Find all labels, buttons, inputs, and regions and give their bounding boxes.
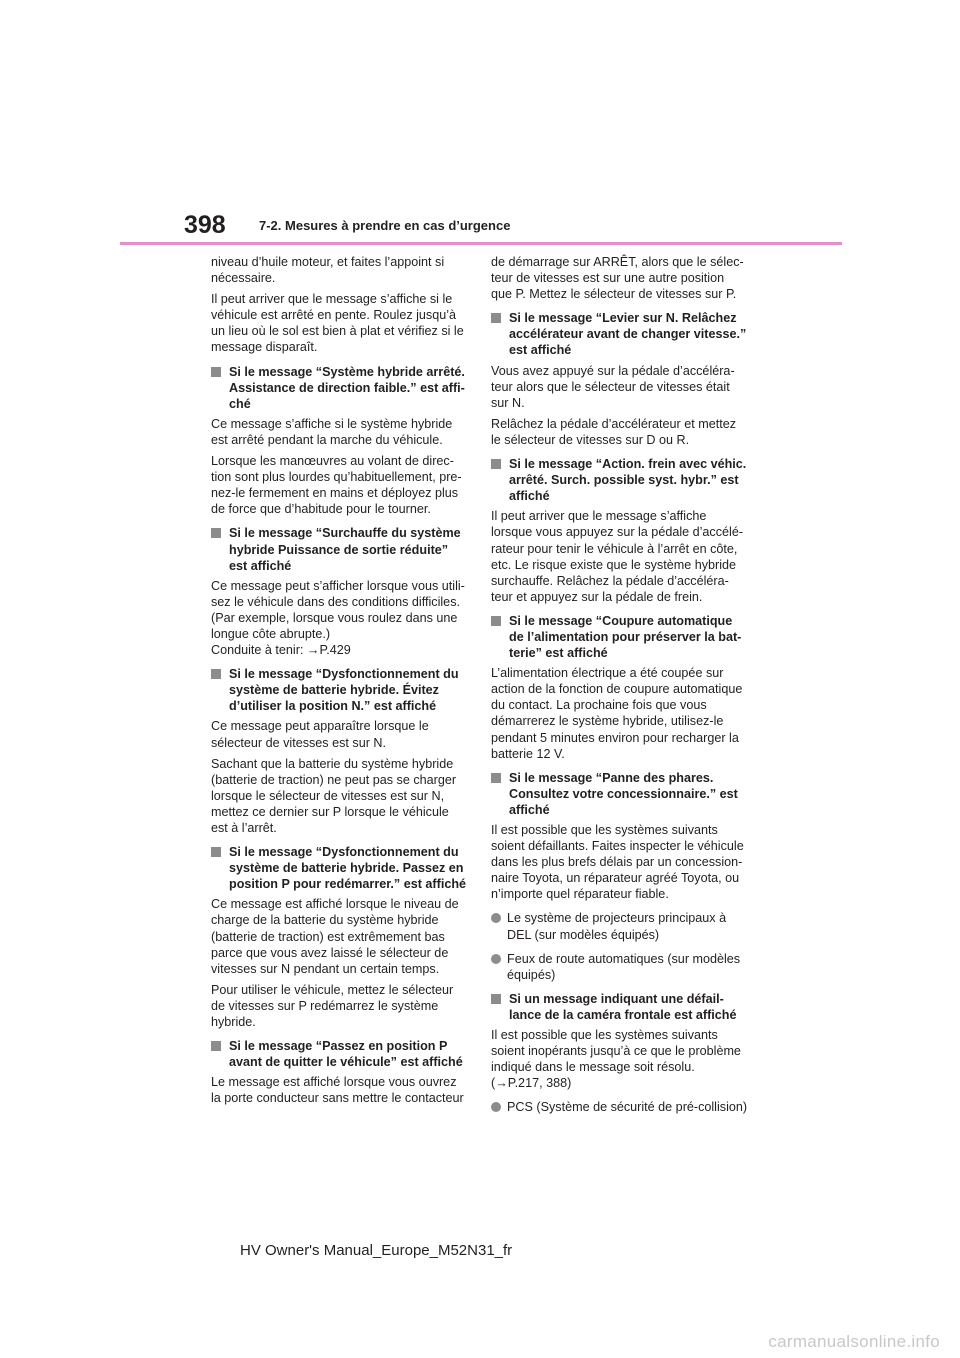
text-line: Consultez votre concessionnaire.” est: [509, 786, 738, 801]
text-line: parce que vous avez laissé le sélecteur de: [211, 945, 449, 960]
text-line: surchauffe. Relâchez la pédale d’accéléra-: [491, 573, 729, 588]
text-line: n’importe quel réparateur fiable.: [491, 887, 669, 902]
text-line: charge de la batterie du système hybride: [211, 913, 439, 928]
text-line: de démarrage sur ARRÊT, alors que le sélec-: [491, 255, 744, 269]
paragraph: [211, 453, 473, 517]
footer-manual-name: HV Owner's Manual_Europe_M52N31_fr: [240, 1242, 513, 1259]
text-line: pendant 5 minutes environ pour recharger la: [491, 730, 739, 745]
paragraph: [211, 982, 473, 1030]
text-line: système de batterie hybride. Évitez: [229, 683, 439, 698]
text-line: un lieu où le sol est bien à plat et vérifiez si le: [211, 324, 464, 339]
text-line: véhicule est arrêté en pente. Roulez jusqu’à: [211, 308, 457, 323]
text-line: (→P.217, 388): [491, 1076, 572, 1091]
square-bullet-icon: [491, 773, 501, 783]
text-line: de vitesses sur P redémarrez le système: [211, 998, 439, 1013]
text-line: DEL (sur modèles équipés): [507, 927, 660, 942]
text-line: Si le message “Surchauffe du système: [229, 526, 461, 541]
text-line: lance de la caméra frontale est affiché: [509, 1007, 737, 1022]
square-bullet-icon: [211, 669, 221, 679]
text-line: L’alimentation électrique a été coupée sur: [491, 666, 724, 681]
paragraph: [491, 416, 753, 448]
paragraph: [211, 291, 473, 355]
text-line: teur alors que le sélecteur de vitesses était: [491, 379, 730, 394]
paragraph: [211, 896, 473, 976]
square-bullet-icon: [211, 367, 221, 377]
text-line: affiché: [509, 489, 550, 504]
paragraph: [491, 254, 753, 302]
section-heading: [211, 666, 473, 714]
text-line: est arrêté pendant la marche du véhicule.: [211, 432, 443, 447]
text-line: Feux de route automatiques (sur modèles: [507, 951, 741, 966]
circle-bullet-icon: [491, 954, 501, 964]
paragraph: [211, 578, 473, 658]
section-heading: [211, 364, 473, 412]
text-line: arrêté. Surch. possible syst. hybr.” est: [509, 473, 739, 488]
text-line: est affiché: [229, 558, 292, 573]
text-line: Conduite à tenir: →P.429: [211, 643, 351, 658]
square-bullet-icon: [491, 994, 501, 1004]
text-line: soient défaillants. Faites inspecter le véhicule: [491, 839, 744, 854]
text-line: teur et appuyez sur la pédale de frein.: [491, 589, 703, 604]
text-line: Si le message “Panne des phares.: [509, 770, 714, 785]
text-line: vitesses sur N pendant un certain temps.: [211, 961, 440, 976]
text-line: hybride.: [211, 1015, 256, 1030]
text-line: accélérateur avant de changer vitesse.”: [509, 327, 747, 342]
section-heading: [211, 1038, 473, 1070]
section-heading: [491, 991, 753, 1023]
text-line: batterie 12 V.: [491, 746, 565, 761]
paragraph: [211, 718, 473, 750]
text-line: sélecteur de vitesses est sur N.: [211, 735, 386, 750]
text-line: Il peut arriver que le message s’affiche si le: [211, 292, 453, 307]
text-line: teur de vitesses est sur une autre position: [491, 271, 725, 286]
text-line: le sélecteur de vitesses sur D ou R.: [491, 432, 690, 447]
text-line: soient inopérants jusqu’à ce que le problème: [491, 1044, 741, 1059]
page-number: 398: [184, 211, 226, 239]
paragraph: [491, 822, 753, 902]
section-heading: [211, 844, 473, 892]
text-line: Il peut arriver que le message s’affiche: [491, 509, 707, 524]
text-line: etc. Le risque existe que le système hybride: [491, 557, 737, 572]
text-line: nez-le fermement en mains et déployez plus: [211, 486, 459, 501]
section-heading: [211, 525, 473, 573]
text-line: Le système de projecteurs principaux à: [507, 911, 727, 926]
square-bullet-icon: [211, 528, 221, 538]
text-line: Assistance de direction faible.” est affi-: [229, 380, 465, 395]
text-line: indiqué dans le message soit résolu.: [491, 1060, 695, 1075]
circle-bullet-icon: [491, 913, 501, 923]
square-bullet-icon: [491, 616, 501, 626]
text-line: Si le message “Dysfonctionnement du: [229, 667, 459, 682]
text-line: démarrerez le système hybride, utilisez-le: [491, 714, 724, 729]
text-line: (batterie de traction) ne peut pas se charger: [211, 772, 457, 787]
text-line: mettez ce dernier sur P lorsque le véhicule: [211, 804, 449, 819]
text-line: Si le message “Action. frein avec véhic.: [509, 457, 747, 472]
text-line: Si le message “Dysfonctionnement du: [229, 845, 459, 860]
text-line: (Par exemple, lorsque vous roulez dans une: [211, 610, 458, 625]
text-line: est à l’arrêt.: [211, 821, 277, 835]
text-line: tion sont plus lourdes qu’habituellement, pre-: [211, 470, 462, 485]
text-line: (batterie de traction) est extrêmement bas: [211, 929, 445, 944]
text-line: lorsque vous appuyez sur la pédale d’accélé-: [491, 525, 744, 540]
paragraph: [491, 1027, 753, 1091]
text-line: du contact. La prochaine fois que vous: [491, 698, 707, 713]
text-line: sez le véhicule dans des conditions difficiles.: [211, 594, 460, 609]
text-line: hybride Puissance de sortie réduite”: [229, 542, 449, 557]
text-line: longue côte abrupte.): [211, 626, 331, 641]
text-line: Ce message peut apparaître lorsque le: [211, 719, 429, 734]
paragraph: [211, 254, 473, 286]
text-line: équipés): [507, 967, 556, 982]
text-line: Si le message “Passez en position P: [229, 1039, 448, 1054]
text-line: Ce message peut s’afficher lorsque vous utili-: [211, 578, 465, 593]
section-heading: [491, 613, 753, 661]
text-line: message disparaît.: [211, 340, 318, 355]
text-line: de force que d’habitude pour le tourner.: [211, 502, 431, 517]
paragraph: [211, 416, 473, 448]
text-line: naire Toyota, un réparateur agréé Toyota, ou: [491, 871, 740, 886]
text-line: PCS (Système de sécurité de pré-collision): [507, 1100, 748, 1115]
text-line: terie” est affiché: [509, 646, 608, 661]
circle-bullet-icon: [491, 1102, 501, 1112]
text-line: Si le message “Système hybride arrêté.: [229, 364, 465, 379]
text-line: position P pour redémarrer.” est affiché: [229, 877, 467, 892]
text-line: la porte conducteur sans mettre le contacteur: [211, 1091, 464, 1106]
text-line: affiché: [509, 802, 550, 817]
square-bullet-icon: [491, 459, 501, 469]
text-line: Si le message “Coupure automatique: [509, 613, 733, 628]
text-line: Relâchez la pédale d’accélérateur et mettez: [491, 416, 737, 431]
right-column: [491, 254, 753, 1120]
paragraph: [491, 665, 753, 762]
text-line: Si le message “Levier sur N. Relâchez: [509, 311, 737, 326]
square-bullet-icon: [211, 1041, 221, 1051]
text-line: système de batterie hybride. Passez en: [229, 861, 464, 876]
text-line: dans les plus brefs délais par un concession-: [491, 855, 743, 870]
section-heading: [491, 310, 753, 358]
text-line: Lorsque les manœuvres au volant de direc-: [211, 454, 454, 469]
text-line: de l’alimentation pour préserver la bat-: [509, 629, 742, 644]
text-line: Il est possible que les systèmes suivants: [491, 1028, 718, 1043]
text-line: Vous avez appuyé sur la pédale d’accéléra-: [491, 363, 735, 378]
watermark: carmanualsonline.info: [768, 1332, 940, 1351]
text-line: rateur pour tenir le véhicule à l’arrêt en côte,: [491, 541, 738, 556]
square-bullet-icon: [211, 847, 221, 857]
bullet-item: [491, 910, 753, 942]
text-line: Si un message indiquant une défail-: [509, 991, 724, 1006]
paragraph: [491, 508, 753, 605]
paragraph: [211, 1074, 473, 1106]
text-line: que P. Mettez le sélecteur de vitesses sur P.: [491, 287, 737, 302]
left-column: [211, 254, 473, 1112]
square-bullet-icon: [491, 313, 501, 323]
text-line: nécessaire.: [211, 271, 276, 286]
text-line: Le message est affiché lorsque vous ouvrez: [211, 1075, 457, 1090]
text-line: lorsque le sélecteur de vitesses est sur N,: [211, 788, 445, 803]
text-line: ché: [229, 396, 251, 411]
text-line: d’utiliser la position N.” est affiché: [229, 699, 437, 714]
text-line: Il est possible que les systèmes suivants: [491, 823, 718, 837]
header-rule: [120, 242, 842, 245]
text-line: est affiché: [509, 343, 572, 358]
text-line: action de la fonction de coupure automatique: [491, 682, 743, 697]
text-line: Ce message s’affiche si le système hybride: [211, 416, 453, 431]
paragraph: [211, 756, 473, 836]
section-heading: [491, 770, 753, 818]
bullet-item: [491, 1099, 753, 1115]
text-line: Pour utiliser le véhicule, mettez le sélecteur: [211, 982, 454, 997]
paragraph: [491, 363, 753, 411]
chapter-title: 7-2. Mesures à prendre en cas d’urgence: [259, 218, 511, 233]
section-heading: [491, 456, 753, 504]
text-line: niveau d’huile moteur, et faites l’appoint si: [211, 255, 445, 269]
bullet-item: [491, 951, 753, 983]
text-line: Ce message est affiché lorsque le niveau de: [211, 897, 459, 912]
text-line: sur N.: [491, 395, 525, 410]
text-line: avant de quitter le véhicule” est affiché: [229, 1055, 463, 1070]
text-line: Sachant que la batterie du système hybride: [211, 756, 454, 771]
